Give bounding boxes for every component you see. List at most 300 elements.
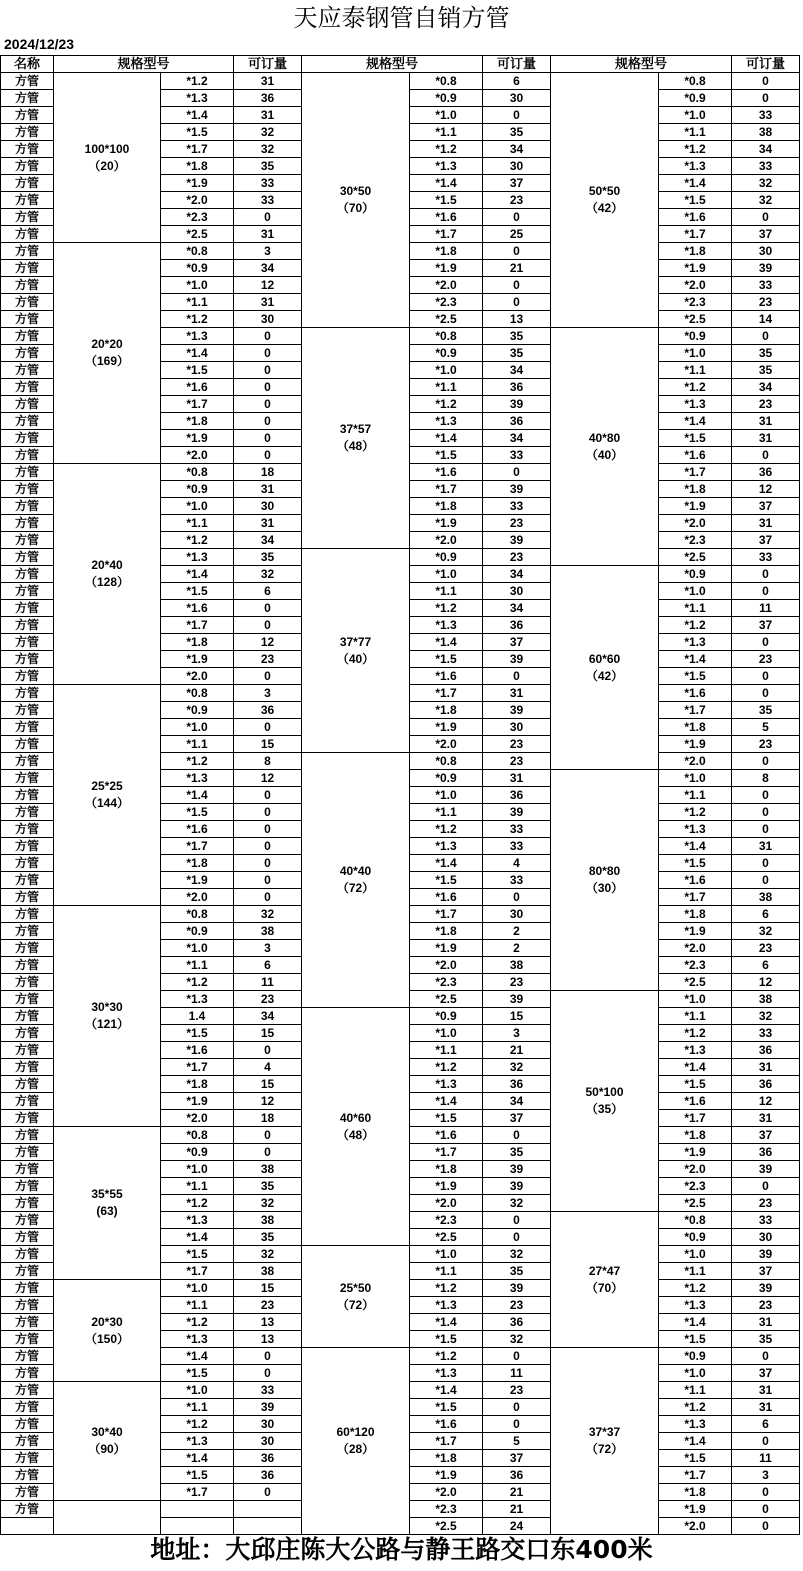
quantity-cell: 37 <box>732 617 800 634</box>
quantity-cell: 0 <box>234 345 302 362</box>
thickness-cell: *1.9 <box>410 1467 483 1484</box>
thickness-cell: *2.0 <box>161 889 234 906</box>
size-count: （144） <box>84 796 130 810</box>
quantity-cell: 13 <box>234 1331 302 1348</box>
quantity-cell: 33 <box>732 107 800 124</box>
quantity-cell: 4 <box>234 1059 302 1076</box>
size-spec: 37*57 <box>339 422 372 436</box>
quantity-cell: 36 <box>234 1467 302 1484</box>
quantity-cell: 0 <box>732 328 800 345</box>
quantity-cell: 0 <box>732 90 800 107</box>
thickness-cell: *1.1 <box>659 124 732 141</box>
thickness-cell: *1.7 <box>410 481 483 498</box>
thickness-cell: 1.4 <box>161 1008 234 1025</box>
quantity-cell: 0 <box>483 243 551 260</box>
size-group-cell <box>551 991 659 1212</box>
quantity-cell: 33 <box>483 447 551 464</box>
quantity-cell: 38 <box>732 889 800 906</box>
thickness-cell: *1.8 <box>659 481 732 498</box>
quantity-cell: 32 <box>483 1331 551 1348</box>
quantity-cell: 37 <box>732 532 800 549</box>
thickness-cell: *2.5 <box>659 974 732 991</box>
quantity-cell: 32 <box>234 124 302 141</box>
thickness-cell: *1.9 <box>659 736 732 753</box>
thickness-cell: *2.0 <box>659 1161 732 1178</box>
quantity-cell: 33 <box>732 549 800 566</box>
thickness-cell: *1.9 <box>161 175 234 192</box>
quantity-cell: 23 <box>732 1195 800 1212</box>
quantity-cell: 0 <box>234 413 302 430</box>
thickness-cell: *1.3 <box>659 158 732 175</box>
size-group-cell <box>302 753 410 1008</box>
quantity-cell: 0 <box>234 872 302 889</box>
thickness-cell: *2.0 <box>659 753 732 770</box>
quantity-cell: 32 <box>483 1246 551 1263</box>
product-name-cell: 方管 <box>1 379 54 396</box>
product-name-cell: 方管 <box>1 73 54 90</box>
product-name-cell: 方管 <box>1 719 54 736</box>
thickness-cell: *1.0 <box>410 566 483 583</box>
quantity-cell: 35 <box>234 1178 302 1195</box>
thickness-cell: *0.9 <box>161 923 234 940</box>
thickness-cell: *1.7 <box>161 1263 234 1280</box>
quantity-cell: 4 <box>483 855 551 872</box>
quantity-cell: 0 <box>234 447 302 464</box>
product-name-cell: 方管 <box>1 1297 54 1314</box>
thickness-cell: *1.3 <box>161 549 234 566</box>
quantity-cell: 0 <box>234 396 302 413</box>
quantity-cell: 13 <box>483 311 551 328</box>
thickness-cell: *2.0 <box>161 447 234 464</box>
quantity-cell: 37 <box>483 1110 551 1127</box>
product-name-cell: 方管 <box>1 1144 54 1161</box>
thickness-cell: *0.9 <box>659 1348 732 1365</box>
quantity-cell: 30 <box>483 158 551 175</box>
quantity-cell: 23 <box>732 396 800 413</box>
quantity-cell: 31 <box>732 838 800 855</box>
thickness-cell: *1.4 <box>410 634 483 651</box>
product-name-cell: 方管 <box>1 1076 54 1093</box>
thickness-cell: *1.1 <box>659 787 732 804</box>
quantity-cell: 30 <box>234 498 302 515</box>
quantity-cell: 31 <box>234 481 302 498</box>
quantity-cell: 38 <box>732 991 800 1008</box>
product-name-cell: 方管 <box>1 1331 54 1348</box>
thickness-cell: *1.7 <box>659 889 732 906</box>
thickness-cell: *1.3 <box>161 1433 234 1450</box>
thickness-cell: *1.1 <box>410 804 483 821</box>
thickness-cell: *1.4 <box>410 1093 483 1110</box>
quantity-cell: 38 <box>234 923 302 940</box>
product-name-cell: 方管 <box>1 1450 54 1467</box>
quantity-cell: 0 <box>234 787 302 804</box>
quantity-cell: 35 <box>483 1263 551 1280</box>
quantity-cell: 32 <box>732 175 800 192</box>
thickness-cell: *1.2 <box>161 532 234 549</box>
thickness-cell: *0.8 <box>410 328 483 345</box>
product-name-cell: 方管 <box>1 396 54 413</box>
quantity-cell: 35 <box>483 1144 551 1161</box>
size-spec: 20*30 <box>91 1314 123 1329</box>
thickness-cell: *0.8 <box>161 243 234 260</box>
thickness-cell: *1.2 <box>410 1280 483 1297</box>
product-name-cell: 方管 <box>1 158 54 175</box>
size-spec: 30*50 <box>339 184 372 198</box>
quantity-cell: 0 <box>732 634 800 651</box>
quantity-cell: 0 <box>483 107 551 124</box>
thickness-cell: *1.3 <box>161 90 234 107</box>
thickness-cell: *2.3 <box>659 294 732 311</box>
product-name-cell: 方管 <box>1 1008 54 1025</box>
product-name-cell: 方管 <box>1 1093 54 1110</box>
size-spec: 30*40 <box>91 1425 123 1439</box>
quantity-cell: 35 <box>483 345 551 362</box>
thickness-cell: *1.7 <box>161 1059 234 1076</box>
thickness-cell: *1.3 <box>410 838 483 855</box>
quantity-cell: 0 <box>234 838 302 855</box>
product-name-cell: 方管 <box>1 634 54 651</box>
thickness-cell: *2.0 <box>410 1484 483 1501</box>
header-name: 名称 <box>1 56 54 73</box>
quantity-cell: 0 <box>234 804 302 821</box>
quantity-cell: 0 <box>234 1365 302 1382</box>
thickness-cell: *1.6 <box>659 1093 732 1110</box>
thickness-cell: *2.0 <box>659 515 732 532</box>
quantity-cell: 33 <box>234 192 302 209</box>
quantity-cell: 0 <box>483 1348 551 1365</box>
thickness-cell <box>161 1501 234 1518</box>
quantity-cell: 31 <box>732 1382 800 1399</box>
thickness-cell: *2.5 <box>410 311 483 328</box>
quantity-cell: 39 <box>483 532 551 549</box>
thickness-cell: *1.0 <box>410 1246 483 1263</box>
quantity-cell: 23 <box>234 651 302 668</box>
thickness-cell: *1.8 <box>410 923 483 940</box>
thickness-cell: *1.7 <box>161 838 234 855</box>
product-name-cell: 方管 <box>1 974 54 991</box>
size-group-cell <box>302 1348 410 1535</box>
thickness-cell: *0.8 <box>410 73 483 90</box>
stock-table-body <box>1 73 800 1535</box>
quantity-cell: 39 <box>732 1246 800 1263</box>
quantity-cell: 0 <box>732 804 800 821</box>
thickness-cell: *1.7 <box>161 396 234 413</box>
thickness-cell: *1.6 <box>410 464 483 481</box>
thickness-cell: *1.2 <box>410 1059 483 1076</box>
thickness-cell: *1.6 <box>410 1127 483 1144</box>
quantity-cell: 23 <box>732 1297 800 1314</box>
thickness-cell: *1.0 <box>161 1161 234 1178</box>
thickness-cell: *1.8 <box>161 413 234 430</box>
product-name-cell: 方管 <box>1 1314 54 1331</box>
quantity-cell: 31 <box>234 515 302 532</box>
quantity-cell: 0 <box>732 855 800 872</box>
quantity-cell: 36 <box>234 1450 302 1467</box>
product-name-cell: 方管 <box>1 1195 54 1212</box>
size-group-cell <box>551 1212 659 1348</box>
quantity-cell: 34 <box>483 600 551 617</box>
thickness-cell: *1.4 <box>659 175 732 192</box>
product-name-cell: 方管 <box>1 736 54 753</box>
product-name-cell: 方管 <box>1 1212 54 1229</box>
quantity-cell: 32 <box>234 1246 302 1263</box>
thickness-cell: *1.0 <box>659 1365 732 1382</box>
quantity-cell: 11 <box>234 974 302 991</box>
thickness-cell: *1.5 <box>659 430 732 447</box>
product-name-cell: 方管 <box>1 124 54 141</box>
quantity-cell: 0 <box>483 1127 551 1144</box>
quantity-cell: 30 <box>483 90 551 107</box>
quantity-cell: 33 <box>234 175 302 192</box>
product-name-cell: 方管 <box>1 1059 54 1076</box>
thickness-cell: *1.5 <box>659 1076 732 1093</box>
thickness-cell: *0.9 <box>410 90 483 107</box>
quantity-cell: 0 <box>234 430 302 447</box>
size-spec: 20*40 <box>91 558 123 572</box>
product-name-cell: 方管 <box>1 1280 54 1297</box>
thickness-cell: *2.3 <box>410 974 483 991</box>
quantity-cell: 33 <box>732 277 800 294</box>
thickness-cell: *1.9 <box>659 1144 732 1161</box>
thickness-cell: *2.0 <box>410 1195 483 1212</box>
quantity-cell: 12 <box>234 634 302 651</box>
thickness-cell: *1.9 <box>659 1501 732 1518</box>
quantity-cell: 6 <box>234 957 302 974</box>
quantity-cell: 37 <box>483 175 551 192</box>
quantity-cell: 15 <box>234 1076 302 1093</box>
thickness-cell: *2.0 <box>410 277 483 294</box>
quantity-cell: 0 <box>732 685 800 702</box>
thickness-cell: *0.9 <box>659 90 732 107</box>
thickness-cell: *1.2 <box>659 804 732 821</box>
size-spec: 25*25 <box>91 779 123 793</box>
thickness-cell: *2.5 <box>659 311 732 328</box>
quantity-cell: 39 <box>732 1161 800 1178</box>
thickness-cell: *2.5 <box>659 1195 732 1212</box>
product-name-cell: 方管 <box>1 1246 54 1263</box>
quantity-cell: 18 <box>234 464 302 481</box>
quantity-cell: 0 <box>234 617 302 634</box>
quantity-cell: 35 <box>732 702 800 719</box>
product-name-cell: 方管 <box>1 532 54 549</box>
product-name-cell: 方管 <box>1 1501 54 1518</box>
quantity-cell: 31 <box>234 226 302 243</box>
thickness-cell: *1.5 <box>161 804 234 821</box>
thickness-cell: *1.1 <box>659 362 732 379</box>
quantity-cell: 37 <box>732 498 800 515</box>
header-spec: 规格型号 <box>551 56 732 73</box>
thickness-cell: *0.9 <box>161 260 234 277</box>
thickness-cell: *0.8 <box>161 685 234 702</box>
thickness-cell: *1.8 <box>410 1450 483 1467</box>
thickness-cell: *1.6 <box>410 1416 483 1433</box>
thickness-cell: *1.2 <box>659 1280 732 1297</box>
quantity-cell: 0 <box>732 872 800 889</box>
header-qty: 可订量 <box>732 56 800 73</box>
thickness-cell: *0.8 <box>161 464 234 481</box>
thickness-cell: *1.6 <box>161 379 234 396</box>
product-name-cell: 方管 <box>1 583 54 600</box>
quantity-cell: 35 <box>483 328 551 345</box>
thickness-cell: *1.4 <box>161 107 234 124</box>
thickness-cell: *1.9 <box>161 651 234 668</box>
thickness-cell: *1.9 <box>659 498 732 515</box>
thickness-cell: *0.9 <box>161 1144 234 1161</box>
product-name-cell: 方管 <box>1 498 54 515</box>
quantity-cell: 0 <box>483 668 551 685</box>
size-count: （150） <box>84 1331 130 1346</box>
product-name-cell: 方管 <box>1 991 54 1008</box>
thickness-cell: *1.0 <box>410 1025 483 1042</box>
quantity-cell: 36 <box>732 1144 800 1161</box>
product-name-cell: 方管 <box>1 566 54 583</box>
size-spec: 20*20 <box>91 337 123 351</box>
thickness-cell: *1.4 <box>659 1433 732 1450</box>
quantity-cell: 36 <box>483 413 551 430</box>
quantity-cell: 31 <box>732 1314 800 1331</box>
quantity-cell: 0 <box>732 787 800 804</box>
thickness-cell: *1.3 <box>659 1416 732 1433</box>
thickness-cell: *1.8 <box>659 906 732 923</box>
quantity-cell: 0 <box>234 1127 302 1144</box>
thickness-cell: *1.3 <box>410 617 483 634</box>
quantity-cell: 30 <box>234 311 302 328</box>
size-spec: 37*37 <box>588 1425 621 1439</box>
header-spec: 规格型号 <box>302 56 483 73</box>
thickness-cell: *1.7 <box>659 1467 732 1484</box>
thickness-cell: *1.3 <box>161 1212 234 1229</box>
product-name-cell: 方管 <box>1 685 54 702</box>
thickness-cell: *1.5 <box>161 1025 234 1042</box>
quantity-cell: 0 <box>732 1433 800 1450</box>
thickness-cell: *2.0 <box>161 668 234 685</box>
product-name-cell: 方管 <box>1 362 54 379</box>
thickness-cell: *1.2 <box>659 617 732 634</box>
quantity-cell: 39 <box>483 1280 551 1297</box>
product-name-cell: 方管 <box>1 787 54 804</box>
thickness-cell: *1.0 <box>659 1246 732 1263</box>
product-name-cell: 方管 <box>1 1229 54 1246</box>
thickness-cell: *1.7 <box>659 226 732 243</box>
quantity-cell: 11 <box>732 1450 800 1467</box>
thickness-cell: *1.4 <box>410 1314 483 1331</box>
thickness-cell: *2.3 <box>410 294 483 311</box>
quantity-cell: 37 <box>732 1127 800 1144</box>
quantity-cell: 39 <box>732 260 800 277</box>
thickness-cell: *1.8 <box>410 243 483 260</box>
thickness-cell: *1.5 <box>659 192 732 209</box>
thickness-cell: *1.8 <box>161 158 234 175</box>
quantity-cell: 36 <box>732 464 800 481</box>
size-group-cell <box>54 906 161 1127</box>
quantity-cell: 36 <box>483 787 551 804</box>
quantity-cell: 32 <box>234 906 302 923</box>
size-spec: 37*77 <box>339 634 372 649</box>
thickness-cell: *1.1 <box>161 515 234 532</box>
quantity-cell: 12 <box>234 277 302 294</box>
thickness-cell: *2.3 <box>659 1178 732 1195</box>
thickness-cell: *1.0 <box>659 107 732 124</box>
quantity-cell: 12 <box>732 481 800 498</box>
quantity-cell: 39 <box>483 651 551 668</box>
product-name-cell: 方管 <box>1 447 54 464</box>
product-name-cell: 方管 <box>1 515 54 532</box>
quantity-cell: 0 <box>732 821 800 838</box>
thickness-cell: *1.9 <box>410 940 483 957</box>
thickness-cell: *0.9 <box>410 770 483 787</box>
quantity-cell: 23 <box>732 736 800 753</box>
thickness-cell: *1.4 <box>659 651 732 668</box>
size-group-cell <box>302 1008 410 1246</box>
quantity-cell: 38 <box>234 1161 302 1178</box>
thickness-cell: *1.1 <box>410 583 483 600</box>
quantity-cell <box>234 1501 302 1518</box>
quantity-cell: 31 <box>234 73 302 90</box>
quantity-cell: 0 <box>234 1484 302 1501</box>
thickness-cell: *2.0 <box>659 277 732 294</box>
quantity-cell: 33 <box>732 1212 800 1229</box>
quantity-cell: 11 <box>483 1365 551 1382</box>
size-group-cell <box>551 73 659 328</box>
thickness-cell: *1.7 <box>410 1433 483 1450</box>
quantity-cell: 32 <box>234 566 302 583</box>
thickness-cell: *2.0 <box>659 940 732 957</box>
quantity-cell: 36 <box>483 379 551 396</box>
thickness-cell: *1.2 <box>410 821 483 838</box>
quantity-cell: 33 <box>732 158 800 175</box>
thickness-cell: *0.9 <box>659 1229 732 1246</box>
size-group-cell <box>54 1280 161 1382</box>
thickness-cell: *1.0 <box>161 1280 234 1297</box>
quantity-cell: 38 <box>234 1263 302 1280</box>
thickness-cell: *1.5 <box>161 362 234 379</box>
thickness-cell: *0.9 <box>161 481 234 498</box>
quantity-cell: 34 <box>483 362 551 379</box>
thickness-cell: *1.5 <box>659 1450 732 1467</box>
quantity-cell: 35 <box>234 1229 302 1246</box>
quantity-cell: 34 <box>483 1093 551 1110</box>
thickness-cell: *1.3 <box>659 1042 732 1059</box>
thickness-cell: *2.3 <box>410 1212 483 1229</box>
quantity-cell: 18 <box>234 1110 302 1127</box>
quantity-cell: 30 <box>483 583 551 600</box>
thickness-cell: *1.6 <box>659 872 732 889</box>
quantity-cell: 0 <box>732 447 800 464</box>
quantity-cell: 36 <box>732 1042 800 1059</box>
thickness-cell: *1.7 <box>659 1110 732 1127</box>
thickness-cell: *1.5 <box>161 1365 234 1382</box>
thickness-cell: *1.4 <box>161 1450 234 1467</box>
size-count: （72） <box>336 881 375 895</box>
quantity-cell: 0 <box>234 379 302 396</box>
product-name-cell: 方管 <box>1 1433 54 1450</box>
quantity-cell: 37 <box>483 634 551 651</box>
size-count: （72） <box>336 1297 375 1312</box>
quantity-cell: 0 <box>732 668 800 685</box>
thickness-cell: *1.5 <box>659 855 732 872</box>
thickness-cell: *1.6 <box>659 209 732 226</box>
quantity-cell: 0 <box>234 668 302 685</box>
quantity-cell: 0 <box>483 1399 551 1416</box>
quantity-cell: 34 <box>234 260 302 277</box>
quantity-cell: 0 <box>483 889 551 906</box>
thickness-cell: *1.5 <box>410 1399 483 1416</box>
quantity-cell: 3 <box>234 685 302 702</box>
thickness-cell: *1.2 <box>161 1314 234 1331</box>
size-count: （48） <box>336 439 375 453</box>
quantity-cell: 23 <box>483 1382 551 1399</box>
product-name-cell: 方管 <box>1 481 54 498</box>
